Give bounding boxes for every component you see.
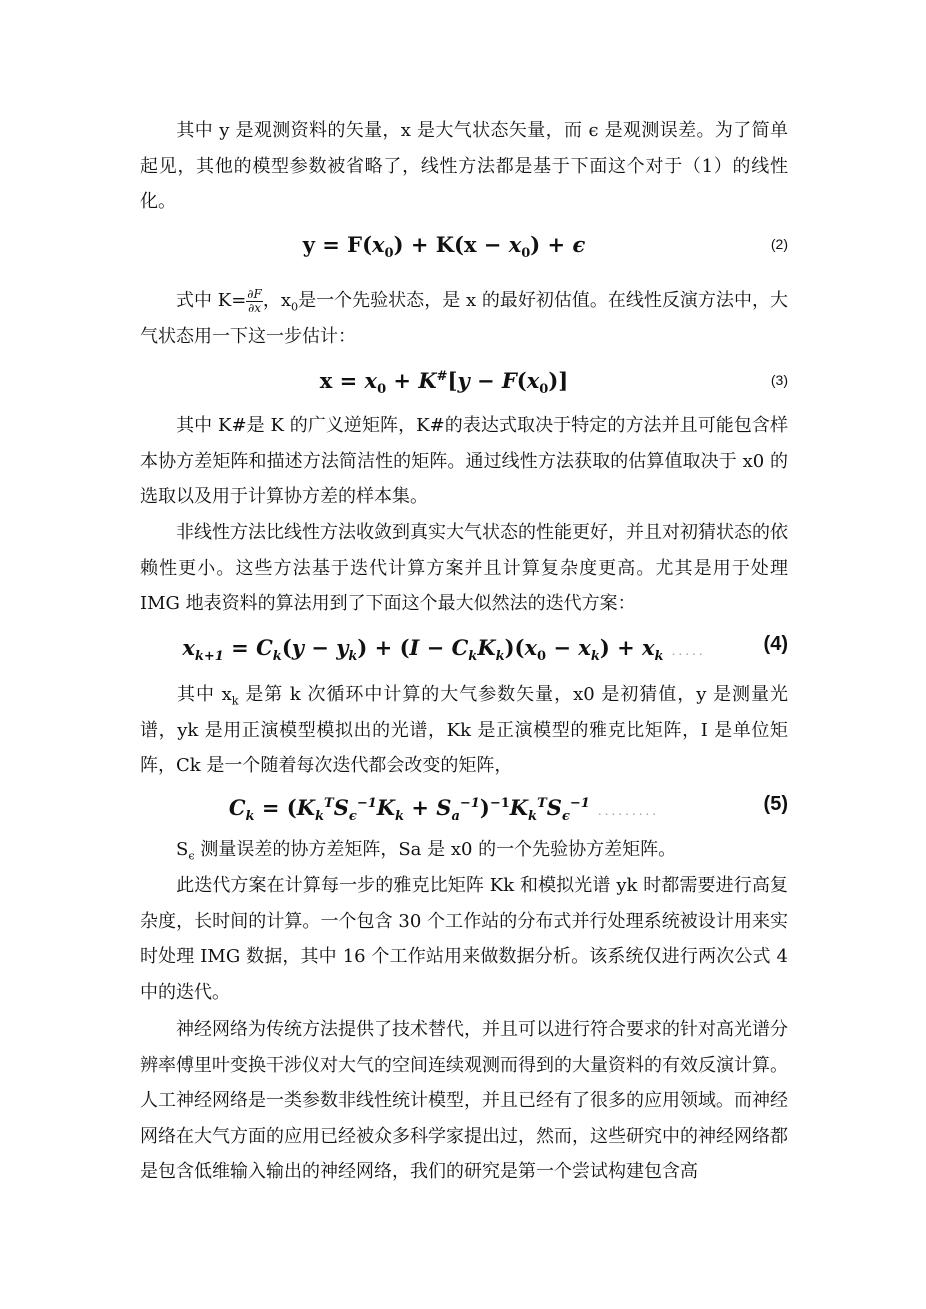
equation-5-label: (5) (763, 793, 788, 815)
paragraph-4-text: 非线性方法比线性方法收敛到真实大气状态的性能更好，并且对初猜状态的依赖性更小。这些方法基于迭代计算方案并且计算复杂度更高。尤其是用于处理 IMG 地表资料的算法用到了下面这个最大似然法的迭代方案： (140, 522, 788, 614)
paragraph-1 (140, 113, 788, 220)
equation-4-label: (4) (763, 633, 788, 655)
equation-5-body: $C_k = (K_k^TS_\epsilon^{-1}K_k + S_a^{-1})^{-1}K_k^TS_\epsilon^{-1}$ ......... (228, 795, 660, 825)
paragraph-3-text: 其中 K#是 K 的广义逆矩阵，K#的表达式取决于特定的方法并且可能包含样本协方差矩阵和描述方法简洁性的矩阵。通过线性方法获取的估算值取决于 x0 的选取以及用于计算协方差的样本集。 (140, 415, 788, 507)
paragraph-8 (140, 1012, 788, 1190)
paragraph-2-prefix: 式中 K= (176, 290, 247, 311)
paragraph-3 (140, 408, 788, 515)
partial-fraction: $\frac{\partial F}{\partial x}$ (247, 286, 262, 315)
equation-4 (140, 629, 788, 669)
equation-2-body: $y = F(x_0) + K(x - x_0) + \epsilon$ (302, 232, 586, 262)
paragraph-5: 其中 $x_k$ 是第 k 次循环中计算的大气参数矢量，x0 是初猜值，y 是测量光谱，yk 是用正演模型模拟出的光谱，Kk 是正演模型的雅克比矩阵，I 是单位矩阵，Ck 是一个随着每次迭代都会改变的矩阵， (140, 684, 788, 776)
equation-2-label: (2) (770, 236, 788, 252)
paragraph-6-text: 测量误差的协方差矩阵，Sa 是 x0 的一个先验协方差矩阵。 (200, 839, 677, 860)
equation-4-body: $x_{k+1} = C_k(y - y_k) + (I - C_kK_k)(x_0 - x_k) + x_k$ ..... (182, 635, 706, 665)
paragraph-5-text: 是第 k 次循环中计算的大气参数矢量，x0 是初猜值，y 是测量光谱，yk 是用正演模型模拟出的光谱，Kk 是正演模型的雅克比矩阵，I 是单位矩阵，Ck 是一个随着每次迭代都会改变的矩阵， (140, 684, 788, 776)
equation-5 (140, 789, 788, 829)
equation-3-body: $x = x_0 + K^{\#}[y - F(x_0)]$ (319, 368, 569, 398)
paragraph-2-mid: ，x (262, 290, 291, 311)
equation-2 (140, 226, 788, 266)
paragraph-2: 式中 K= $\frac{\partial F}{\partial x}$ ，$x_0$是一个先验状态，是 x 的最好初估值。在线性反演方法中，大气状态用一下这一步估计： (140, 286, 788, 347)
paragraph-4 (140, 515, 788, 622)
equation-3 (140, 362, 788, 402)
paragraph-8-text: 神经网络为传统方法提供了技术替代，并且可以进行符合要求的针对高光谱分辨率傅里叶变换干涉仪对大气的空间连续观测而得到的大量资料的有效反演计算。人工神经网络是一类参数非线性统计模型，并且已经有了很多的应用领域。而神经网络在大气方面的应用已经被众多科学家提出过，然而，这些研究中的神经网络都是包含低维输入输出的神经网络，我们的研究是第一个尝试构建包含高 (140, 1019, 788, 1182)
paragraph-7 (140, 868, 788, 1010)
paragraph-6: $S_\epsilon$ 测量误差的协方差矩阵，Sa 是 x0 的一个先验协方差矩阵。 (176, 839, 677, 863)
paragraph-2-text: 是一个先验状态，是 x 的最好初估值。在线性反演方法中，大气状态用一下这一步估计： (140, 290, 788, 347)
equation-3-label: (3) (770, 372, 788, 388)
paragraph-7-text: 此迭代方案在计算每一步的雅克比矩阵 Kk 和模拟光谱 yk 时都需要进行高复杂度，长时间的计算。一个包含 30 个工作站的分布式并行处理系统被设计用来实时处理 IMG 数据，其中 16 个工作站用来做数据分析。该系统仅进行两次公式 4 中的迭代。 (140, 875, 788, 1003)
paragraph-1-text: 其中 y 是观测资料的矢量，x 是大气状态矢量，而 ϵ 是观测误差。为了简单起见，其他的模型参数被省略了，线性方法都是基于下面这个对于（1）的线性化。 (140, 120, 788, 212)
paragraph-5-prefix: 其中 x (176, 684, 232, 705)
paragraph-6-prefix: S (176, 839, 189, 860)
